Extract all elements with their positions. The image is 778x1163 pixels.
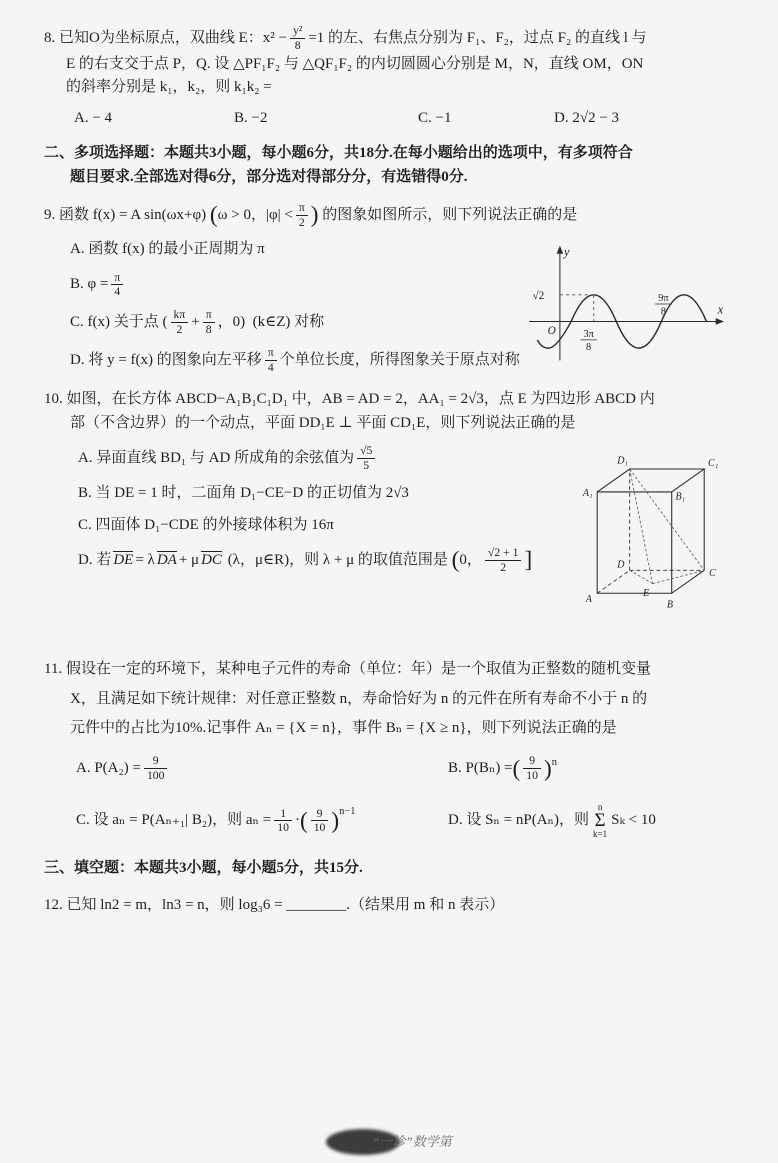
q10-option-a-text: A. 异面直线 BD₁ 与 AD 所成角的余弦值为 (78, 449, 355, 466)
page-footer (0, 1129, 778, 1155)
label-B: B (666, 600, 674, 612)
q9-stem: 9. 函数 f(x) = A sin(ωx+φ) ( ω > 0，|φ| < $\frac{\pi}{2}$ ) 的图象如图所示，则下列说法正确的是 (44, 200, 578, 229)
q12-text-2: .（结果用 m 和 n 表示） (346, 897, 505, 914)
question-10 (44, 388, 744, 632)
q12-text-1: 已知 ln2 = m，ln3 = n，则 log₃6 = (62, 897, 287, 914)
question-11 (44, 658, 744, 838)
q8-number: 8. (44, 29, 56, 46)
q9-option-c (44, 308, 554, 337)
question-12 (44, 894, 744, 917)
q9-option-c-text-3: (k∈Z) 对称 (245, 313, 325, 330)
q9-stem-2: ω > 0，|φ| < (217, 206, 293, 223)
q9-fraction-pi-2: $\frac{\pi}{2}$ (296, 201, 308, 230)
y-axis-label: y (564, 244, 570, 259)
q9-c-fraction-pi-8: $\frac{\pi}{8}$ (203, 308, 215, 337)
q8-text-1a: 已知O为坐标原点，双曲线 E：x² − (55, 29, 287, 46)
q12-answer-blank: ________ (286, 897, 347, 914)
q11-line-3: 元件中的占比为10%.记事件 Aₙ = {X = n}，事件 Bₙ = {X ≥ n}，则下列说法正确的是 (70, 719, 617, 736)
q10-option-d-text-5: 0， (459, 551, 482, 568)
q11-option-d-text-1: D. 设 Sₙ = nP(Aₙ)，则 (448, 812, 590, 829)
q10-option-d-text-1: D. 若 (78, 551, 112, 568)
q12-line (44, 894, 744, 917)
svg-text:3π: 3π (583, 328, 594, 340)
q9-stem-3: 的图象如图所示，则下列说法正确的是 (318, 206, 578, 223)
q10-option-d: D. 若 DE = λ DA + μ DC (λ，μ∈R)，则 λ + μ 的取值范围是 ( 0， $\frac{√2 + 1}{2}$ ] (78, 546, 533, 574)
q10-option-a (44, 444, 619, 473)
q9-number: 9. (44, 206, 56, 223)
q8-choice-b: B. −2 (234, 110, 268, 127)
q9-option-c-text-2: ，0) (217, 313, 246, 330)
label-D: D (617, 559, 625, 571)
svg-text:8: 8 (586, 341, 592, 353)
label-A1: A₁ (582, 488, 593, 500)
label-E: E (643, 588, 650, 600)
q12-number: 12. (44, 897, 63, 914)
section-2-line-2: 题目要求.全部选对得6分，部分选对得部分分，有选错得0分. (70, 168, 468, 185)
q11-b-fraction-9-10: $\frac{9}{10}$ (523, 754, 541, 783)
section-2-line-1: 二、多项选择题：本题共3小题，每小题6分，共18分.在每小题给出的选项中，有多项符合 (44, 145, 633, 162)
q8-text-1b: =1 的左、右焦点分别为 F₁、F₂，过点 F₂ 的直线 l 与 (308, 29, 647, 46)
dashed-guides (560, 295, 594, 322)
q10-option-d-text-3: + μ (178, 551, 200, 568)
q11-option-d-text-2: Sₖ < 10 (611, 812, 656, 829)
q10-option-d-text-2: = λ (135, 551, 155, 568)
q10-option-b: B. 当 DE = 1 时，二面角 D₁−CE−D 的正切值为 2√3 (78, 484, 409, 501)
vertex-labels (582, 456, 718, 611)
q11-c-exponent: n−1 (339, 805, 356, 817)
q9-c-fraction-kpi-2: $\frac{k\pi}{2}$ (171, 308, 189, 337)
label-A: A (585, 594, 592, 606)
q10-cuboid-figure (576, 448, 734, 620)
summation-symbol: n Σ k=1 (593, 801, 608, 839)
question-8 (44, 24, 744, 130)
q11-c-dot: · (294, 812, 300, 829)
q11-number: 11. (44, 661, 63, 678)
q10-a-fraction-sqrt5-5: $\frac{√5}{5}$ (357, 444, 375, 473)
q8-line-3: 的斜率分别是 k₁，k₂，则 k₁k₂ = (66, 78, 272, 95)
q11-option-b: B. P(Bₙ) = ( $\frac{9}{10}$ ) n (448, 754, 557, 783)
q8-choices (44, 107, 744, 130)
q11-c-fraction-1-10: $\frac{1}{10}$ (274, 807, 292, 836)
vector-DA: DA (156, 552, 177, 569)
label-D1: D₁ (617, 455, 628, 467)
q11-c-fraction-9-10: $\frac{9}{10}$ (311, 807, 329, 836)
question-9 (44, 201, 744, 375)
q11-option-a-text: A. P(A₂) = (76, 759, 141, 776)
q11-option-d (448, 803, 744, 839)
x-axis-arrow (716, 318, 724, 325)
q9-option-c-plus: + (191, 313, 200, 330)
q11-a-fraction-9-100: $\frac{9}{100}$ (144, 754, 168, 783)
q11-options (44, 754, 744, 839)
label-C: C (708, 568, 716, 580)
vector-DC: DC (201, 552, 222, 569)
vector-DE: DE (113, 552, 134, 569)
q8-line-1 (44, 24, 744, 53)
axes (529, 251, 719, 361)
label-B1: B₁ (675, 492, 686, 504)
q8-choice-d: D. 2√2 − 3 (554, 110, 620, 127)
q9-option-d (44, 346, 554, 375)
footer-text: “一诊”数学第 (372, 1133, 452, 1149)
q9-stem-1: 函数 f(x) = A sin(ωx+φ) (55, 206, 210, 223)
q9-b-fraction-pi-4: $\frac{\pi}{4}$ (111, 271, 123, 300)
q11-line-1 (44, 658, 744, 681)
svg-text:9π: 9π (658, 292, 669, 304)
q10-number: 10. (44, 391, 63, 408)
q9-option-b (44, 271, 554, 300)
q11-b-exponent: n (551, 757, 557, 769)
label-C1: C₁ (708, 458, 719, 470)
q11-option-c-text: C. 设 aₙ = P(Aₙ₊₁| B₂)，则 aₙ = (76, 812, 272, 829)
q11-option-c: C. 设 aₙ = P(Aₙ₊₁| B₂)，则 aₙ = $\frac{1}{10}$ · ( $\frac{9}{10}$ ) n−1 (76, 805, 356, 835)
q9-option-b-text: B. φ = (70, 276, 109, 293)
q10-option-d-text-4: (λ，μ∈R)，则 λ + μ 的取值范围是 (223, 551, 452, 568)
q10-option-c: C. 四面体 D₁−CDE 的外接球体积为 16π (78, 516, 334, 533)
y-axis-arrow (557, 245, 564, 253)
q10-line-1 (44, 388, 744, 411)
q11-text-1: 假设在一定的环境下，某种电子元件的寿命（单位：年）是一个取值为正整数的随机变量 (62, 661, 651, 678)
q10-line-2: 部（不含边界）的一个动点，平面 DD₁E ⊥ 平面 CD₁E，则下列说法正确的是 (70, 414, 576, 431)
q8-line-2: E 的右支交于点 P，Q. 设 △PF₁F₂ 与 △QF₁F₂ 的内切圆圆心分别是 M，N，直线 OM，ON (66, 55, 644, 72)
q8-fraction-y2-8: $\frac{\text{y²}}{8}$ (290, 24, 305, 53)
amplitude-label: √2 (532, 289, 545, 302)
q10-options (44, 444, 619, 575)
q9-option-c-text-1: C. f(x) 关于点 ( (70, 313, 168, 330)
q9-options (44, 238, 554, 374)
q9-option-a: A. 函数 f(x) 的最小正周期为 π (70, 241, 265, 258)
section-3-header: 三、填空题：本题共3小题，每小题5分，共15分. (44, 859, 363, 876)
q10-text-1: 如图，在长方体 ABCD−A₁B₁C₁D₁ 中，AB = AD = 2，AA₁ = 2√3，点 E 为四边形 ABCD 内 (62, 391, 655, 408)
q9-option-d-text-2: 个单位长度，所得图象关于原点对称 (279, 351, 520, 368)
section-2-header (44, 142, 744, 189)
tick-3pi-8 (580, 329, 596, 353)
q8-choice-c: C. −1 (418, 110, 452, 127)
q11-option-b-text: B. P(Bₙ) = (448, 759, 513, 776)
q9-option-d-text-1: D. 将 y = f(x) 的图象向左平移 (70, 351, 262, 368)
q8-choice-a: A. − 4 (74, 110, 113, 127)
svg-text:8: 8 (660, 306, 666, 318)
x-axis-label: x (717, 302, 724, 317)
q11-line-2: X，且满足如下统计规律：对任意正整数 n，寿命恰好为 n 的元件在所有寿命不小于 n 的 (70, 690, 648, 707)
construction-lines (630, 469, 705, 584)
origin-label: O (547, 324, 556, 337)
q9-sine-graph (523, 241, 728, 365)
q9-d-fraction-pi-4: $\frac{\pi}{4}$ (265, 346, 277, 375)
q10-d-fraction: $\frac{√2 + 1}{2}$ (485, 546, 522, 575)
q11-option-a (76, 754, 448, 783)
